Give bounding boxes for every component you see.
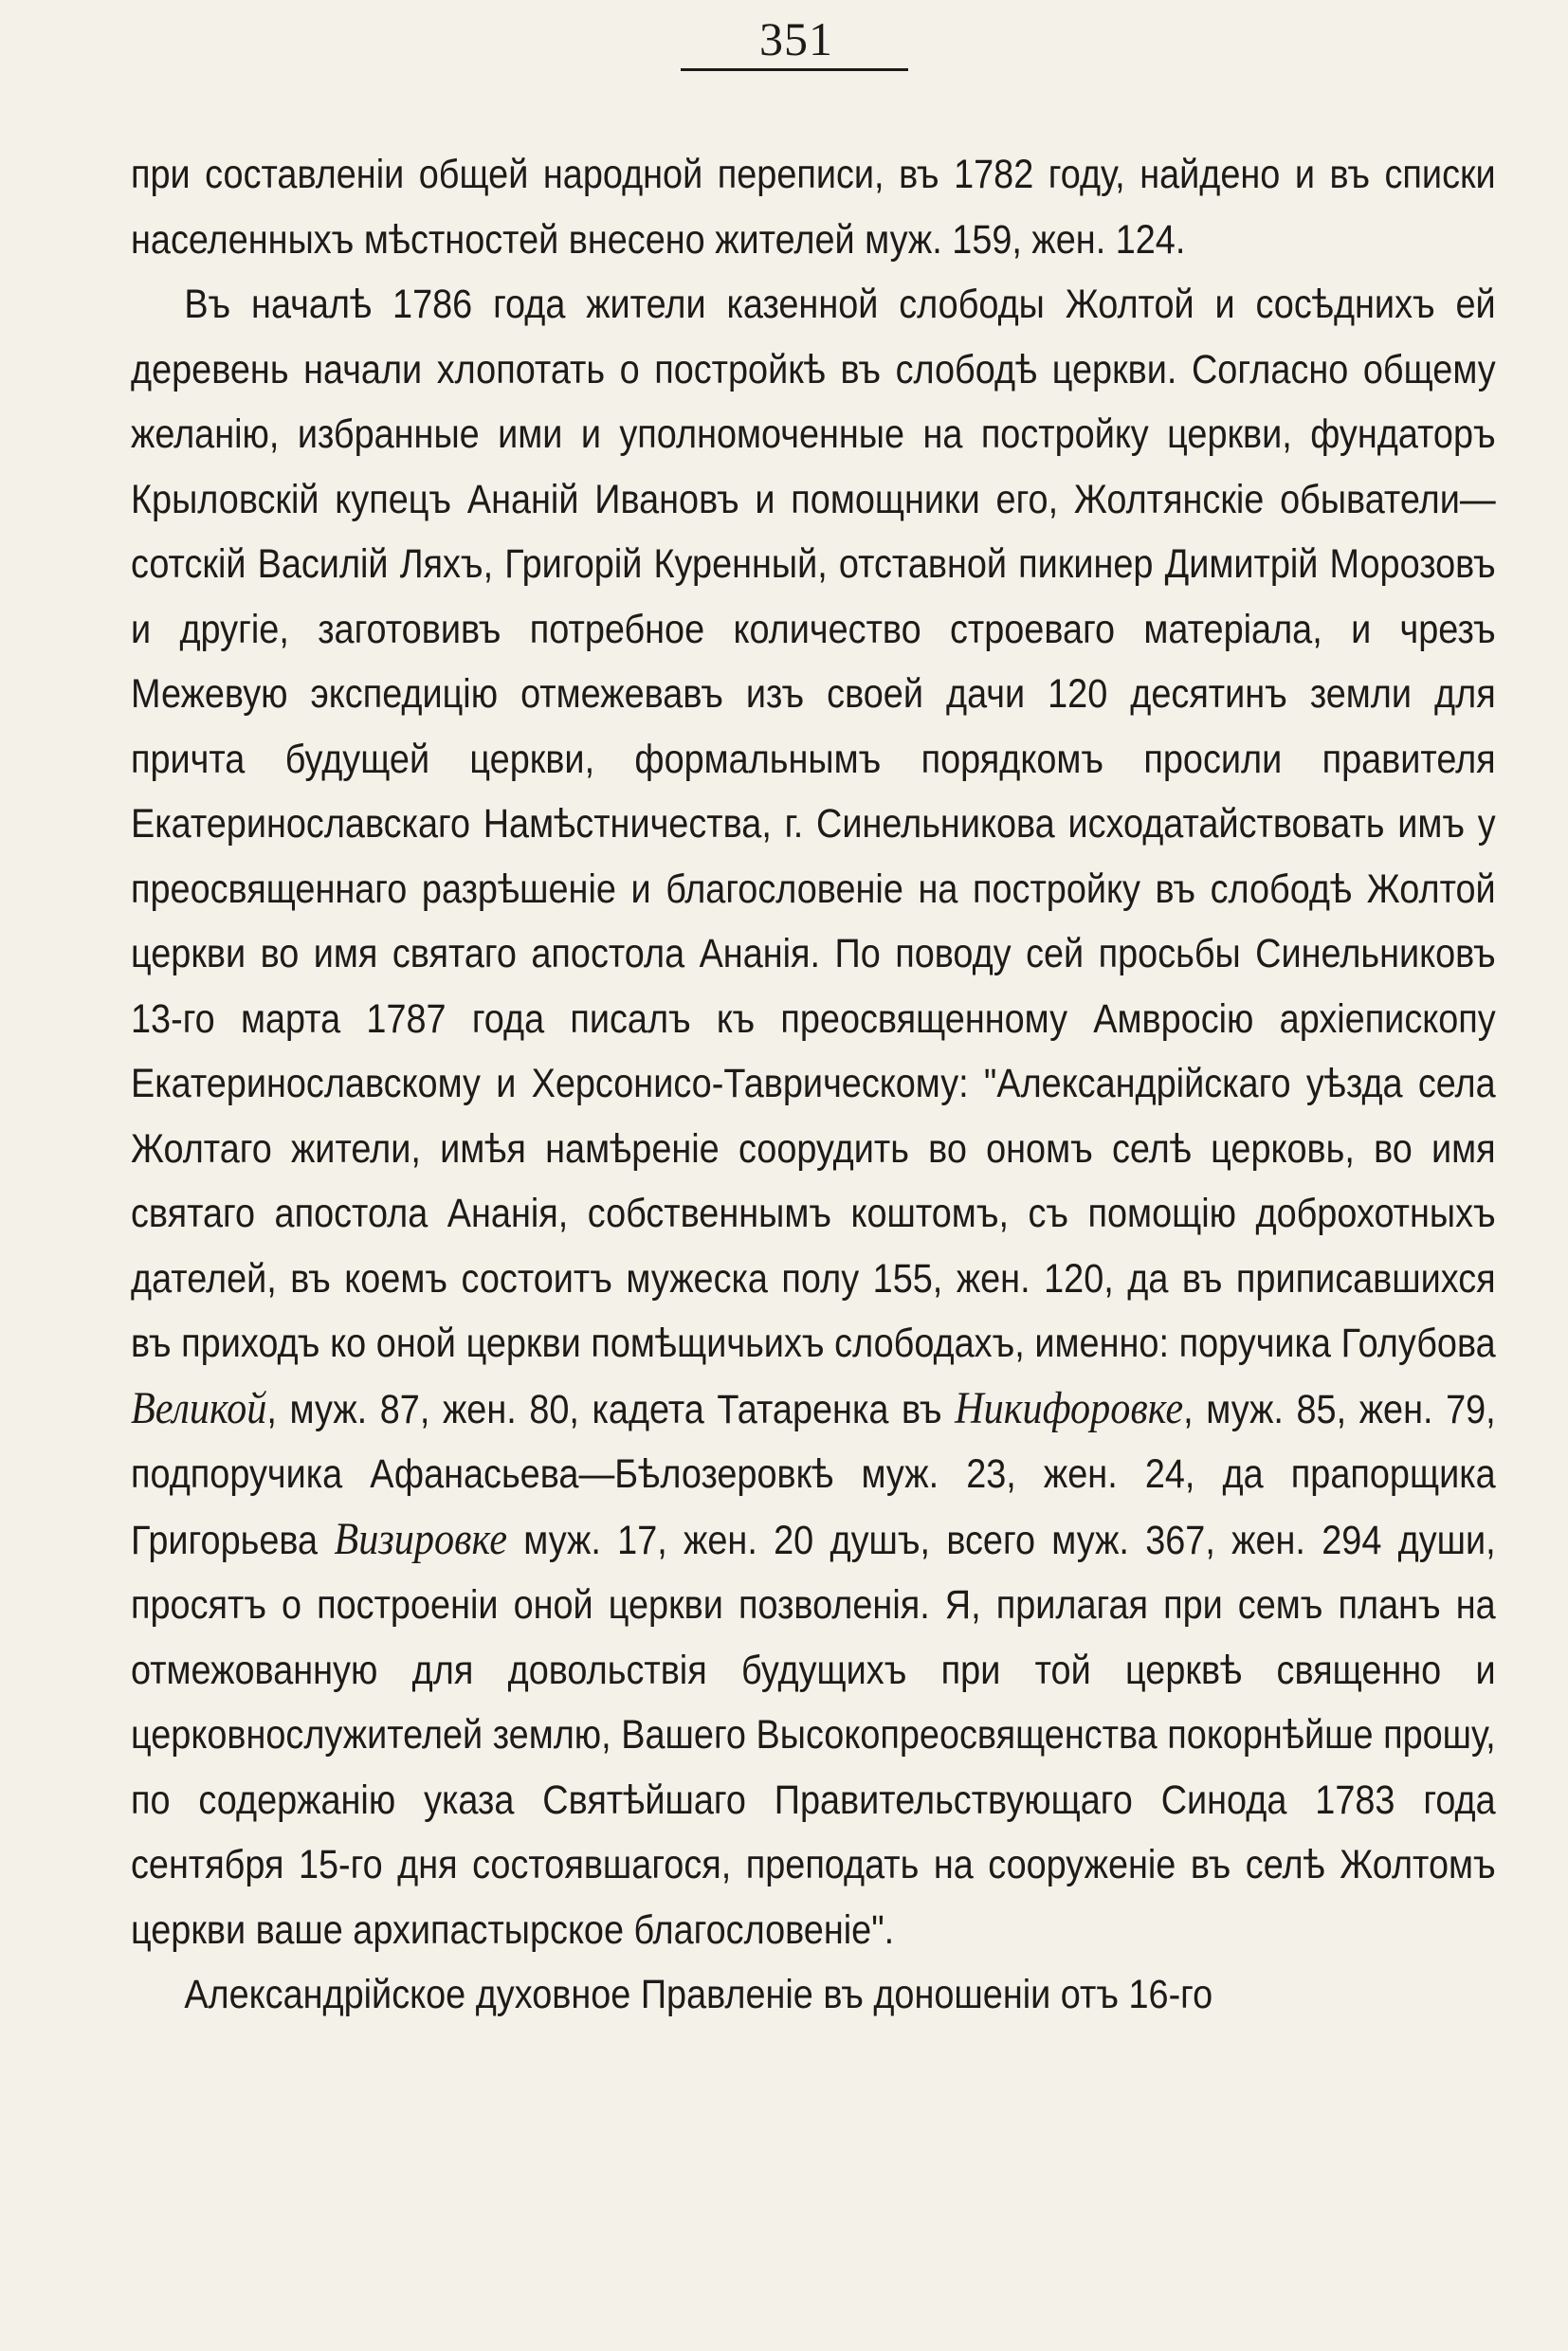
page-number-rule: [681, 68, 908, 71]
text-segment: при составленіи общей народной переписи, въ 1782 году, найдено и въ списки населенныхъ мѣстностей внесено жителей муж. 159, жен. 124.: [131, 152, 1496, 263]
text-segment: Въ началѣ 1786 года жители казенной слободы Жолтой и сосѣднихъ ей деревень начали хлопотать о постройкѣ въ слободѣ церкви. Согласно общему желанію, избранные ими и уполномоченные на постройку церкви, фундаторъ Крыловскій купецъ Ананій Ивановъ и помощники его, Жолтянскіе обыватели—сотскій Василій Ляхъ, Григорій Куренный, отставной пикинер Димитрій Морозовъ и другіе, заготовивъ потребное количество строеваго матеріала, и чрезъ Межевую экспедицію отмежевавъ изъ своей дачи 120 десятинъ земли для причта будущей церкви, формальнымъ порядкомъ просили правителя Екатеринославскаго Намѣстничества, г. Синельникова исходатайствовать имъ у преосвященнаго разрѣшеніе и благословеніе на постройку въ слободѣ Жолтой церкви во имя святаго апостола Ананія. По поводу сей просьбы Синельниковъ 13-го марта 1787 года писалъ къ преосвященному Амвросію архіепископу Екатеринославскому и Херсонисо-Таврическому: "Александрійскаго уѣзда села Жолтаго жители, имѣя намѣреніе соорудить во ономъ селѣ церковь, во имя святаго апостола Ананія, собственнымъ коштомъ, съ помощію доброхотныхъ дателей, въ коемъ состоитъ мужеска полу 155, жен. 120, да въ приписавшихся въ приходъ ко оной церкви помѣщичьихъ слободахъ, именно: поручика Голубова: [131, 282, 1496, 1366]
text-segment: , муж. 85, жен. 79, подпоручика Афанасьева—Бѣлозеровкѣ муж. 23, жен. 24, да прапорщика Григорьева: [131, 1386, 1496, 1563]
body-text: [131, 142, 1496, 2028]
paragraph-church-petition: [131, 272, 1496, 1962]
paragraph-report: [131, 1962, 1496, 2028]
italic-place-name: Великой: [131, 1382, 267, 1433]
text-segment: муж. 17, жен. 20 душъ, всего муж. 367, жен. 294 души, просятъ о построеніи оной церкви позволенія. Я, прилагая при семъ планъ на отмежованную для довольствія будущихъ при той церквѣ священно и церковнослужителей землю, Вашего Высокопреосвященства покорнѣйше прошу, по содержанію указа Святѣйшаго Правительствующаго Синода 1783 года сентября 15-го дня состоявшагося, преподать на сооруженіе въ селѣ Жолтомъ церкви ваше архипастырское благословеніе".: [131, 1517, 1496, 1953]
italic-place-name: Никифоровке: [955, 1382, 1184, 1433]
italic-place-name: Визировке: [334, 1513, 507, 1564]
text-segment: Александрійское духовное Правленіе въ доношеніи отъ 16-го: [184, 1972, 1213, 2017]
text-segment: , муж. 87, жен. 80, кадета Татаренка въ: [266, 1386, 956, 1432]
paragraph-census: [131, 142, 1496, 272]
page-number: 351: [759, 12, 833, 65]
